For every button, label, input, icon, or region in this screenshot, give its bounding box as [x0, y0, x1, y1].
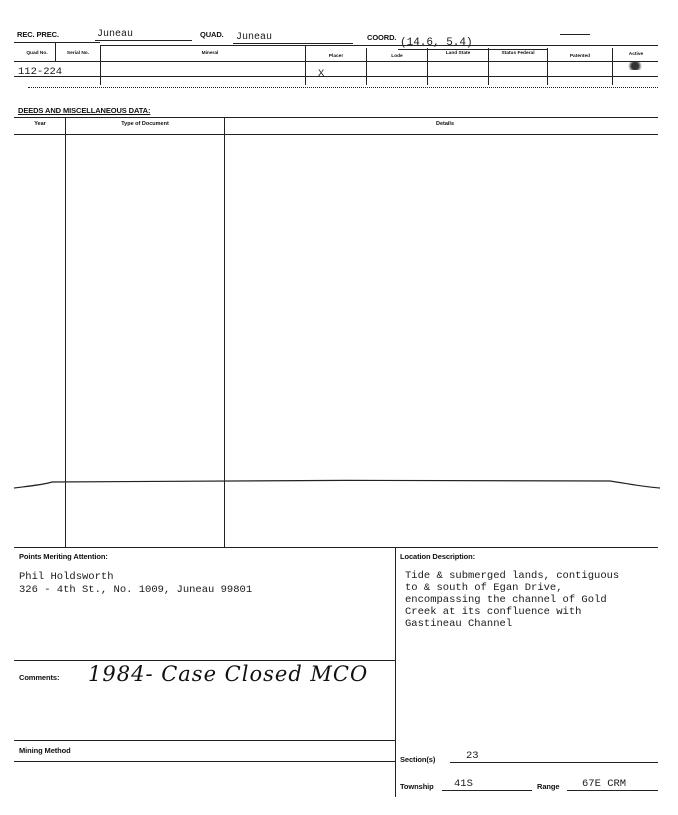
col-status-federal: Status Federal: [501, 51, 535, 56]
header-top-rule-left: [14, 42, 100, 43]
header-top-rule: [100, 45, 658, 46]
deeds-col-type: Type of Document: [121, 121, 169, 127]
range-value: 67E CRM: [582, 778, 627, 790]
mining-label: Mining Method: [19, 746, 71, 755]
lower-col-sep: [395, 547, 396, 797]
col-sep-land: [427, 48, 428, 85]
quad-underline: [233, 43, 353, 44]
deeds-header-rule: [14, 134, 658, 135]
township-label: Township: [400, 782, 434, 791]
rec-prec-underline: [95, 40, 192, 41]
range-label: Range: [537, 782, 560, 791]
col-sep-serial: [55, 42, 56, 61]
location-label: Location Description:: [400, 552, 475, 561]
comments-handwritten: 1984- Case Closed MCO: [88, 662, 369, 686]
col-sep-patented: [547, 48, 548, 85]
comments-top-rule: [14, 660, 395, 661]
deeds-title: DEEDS AND MISCELLANEOUS DATA:: [18, 106, 151, 115]
col-patented: Patented: [569, 54, 591, 59]
coord-dash-mark: [560, 34, 590, 35]
rec-prec-label: REC. PREC.: [17, 30, 59, 39]
section-value: 23: [466, 750, 479, 762]
township-underline: [442, 790, 532, 791]
deeds-bottom-rule: [14, 547, 658, 548]
header-base-rule: [28, 87, 658, 88]
col-sep-active: [612, 48, 613, 85]
mining-top-rule: [14, 740, 395, 741]
range-underline: [567, 790, 658, 791]
deeds-top-rule: [14, 117, 658, 118]
active-stamp-icon: [626, 62, 644, 70]
quad-value: Juneau: [236, 32, 273, 43]
deeds-col-year: Year: [34, 121, 46, 127]
placer-mark: X: [318, 68, 325, 80]
mining-bottom-rule: [14, 761, 395, 762]
township-value: 41S: [454, 778, 473, 790]
col-sep-status: [488, 48, 489, 85]
points-line2: 326 - 4th St., No. 1009, Juneau 99801: [19, 584, 253, 596]
coord-value: (14.6, 5.4): [400, 37, 473, 49]
points-label: Points Meriting Attention:: [19, 552, 108, 561]
header-bottom-rule: [14, 76, 658, 77]
quad-no-value: 112-224: [18, 66, 63, 78]
section-label: Section(s): [400, 755, 436, 764]
coord-label: COORD.: [367, 33, 397, 42]
col-serial-no: Serial No.: [66, 51, 90, 56]
fold-tear-line: [0, 476, 678, 496]
col-active: Active: [628, 52, 644, 57]
deeds-col-details: Details: [435, 121, 455, 127]
points-line1: Phil Holdsworth: [19, 571, 114, 583]
location-text: Tide & submerged lands, contiguous to & south of Egan Drive, encompassing the channel of Gold Creek at its confluence with Gastineau Channel: [405, 570, 620, 630]
rec-prec-value: Juneau: [97, 29, 134, 40]
col-land-state: Land State: [445, 51, 471, 56]
section-underline: [450, 762, 658, 763]
header-col-rule: [14, 61, 658, 62]
comments-label: Comments:: [19, 673, 60, 682]
col-quad-no: Quad No.: [26, 51, 48, 56]
col-lode: Lode: [391, 54, 403, 59]
col-placer: Placer: [328, 54, 344, 59]
coord-underline: [398, 49, 548, 50]
quad-label: QUAD.: [200, 30, 224, 39]
col-sep-placer: [305, 45, 306, 85]
col-mineral: Mineral: [201, 51, 219, 56]
col-sep-lode: [366, 48, 367, 85]
col-sep-mineral: [100, 45, 101, 85]
